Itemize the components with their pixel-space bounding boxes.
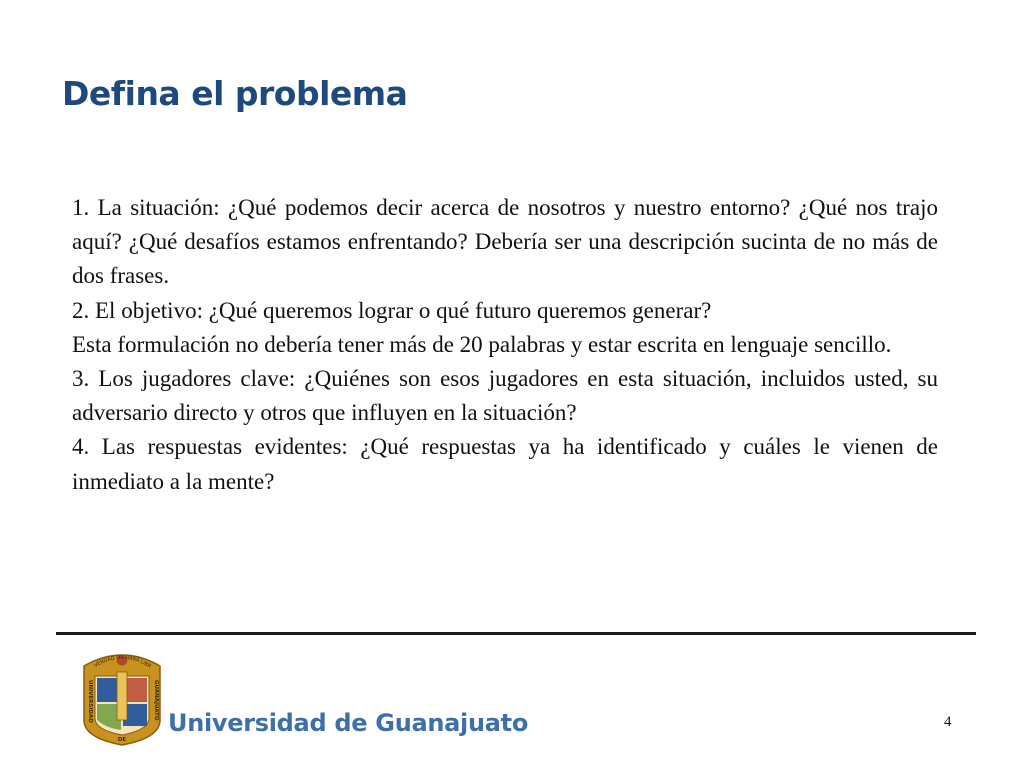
- svg-text:UNIVERSIDAD: UNIVERSIDAD: [87, 680, 93, 723]
- slide-title: Defina el problema: [62, 74, 408, 113]
- page-number: 4: [944, 714, 952, 730]
- paragraph-situation: 1. La situación: ¿Qué podemos decir acerca de nosotros y nuestro entorno? ¿Qué nos trajo aquí? ¿Qué desafíos estamos enfrentando? Debería ser una descripción sucinta de no más de dos frases.: [72, 195, 938, 289]
- paragraph-evident-answers: 4. Las respuestas evidentes: ¿Qué respuestas ya ha identificado y cuáles le vienen de inmediato a la mente?: [72, 434, 938, 494]
- slide-body: [72, 191, 938, 499]
- university-seal-logo: [78, 646, 166, 746]
- footer-divider: [56, 632, 976, 635]
- university-name: Universidad de Guanajuato: [168, 709, 529, 737]
- svg-text:GUANAJUATO: GUANAJUATO: [153, 680, 159, 721]
- svg-text:LA VERDAD OS HARÁ LIBRES: VERDAD OS HARÁ LIBR: [93, 654, 153, 670]
- paragraph-objective: 2. El objetivo: ¿Qué queremos lograr o qué futuro queremos generar?: [72, 297, 712, 323]
- paragraph-formulation: Esta formulación no debería tener más de 20 palabras y estar escrita en lenguaje sencillo.: [72, 331, 892, 357]
- paragraph-key-players: 3. Los jugadores clave: ¿Quiénes son esos jugadores en esta situación, incluidos usted, su adversario directo y otros que influyen en la situación?: [72, 366, 938, 426]
- svg-text:DE: DE: [117, 737, 127, 743]
